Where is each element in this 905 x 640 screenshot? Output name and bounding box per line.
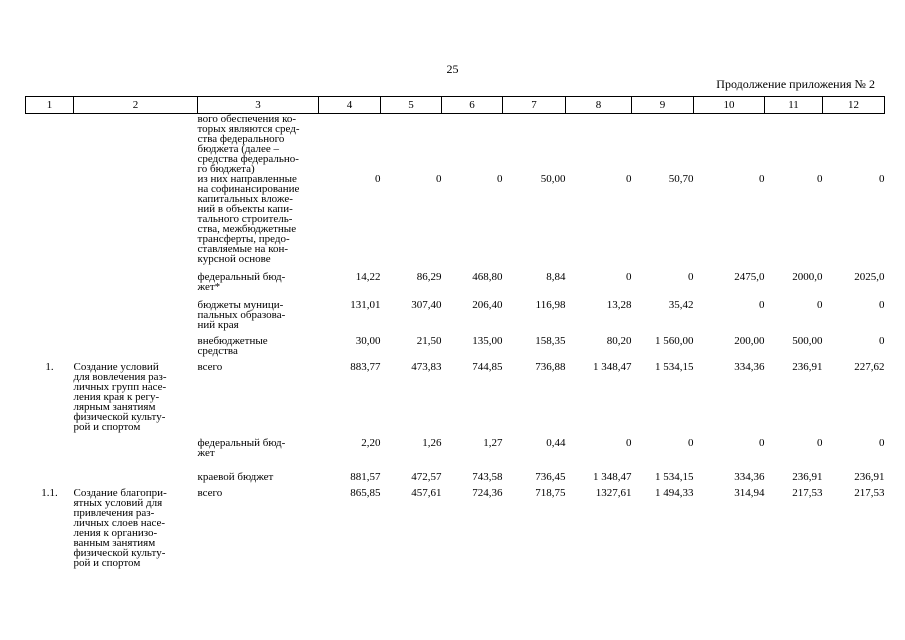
header-cell: 6 (442, 97, 503, 114)
value-cell-text: 718,75 (535, 487, 566, 499)
value-cell (823, 174, 885, 272)
value-cell-text: 883,77 (350, 361, 381, 373)
value-cell (319, 114, 381, 175)
value-cell (442, 272, 503, 300)
value-cell (566, 174, 632, 272)
value-cell-text: 1 348,47 (593, 471, 632, 483)
value-cell-text: 86,29 (416, 271, 442, 283)
value-cell (381, 438, 442, 472)
table-row (26, 488, 885, 568)
continuation-label: Продолжение приложения № 2 (716, 77, 875, 91)
table-row (26, 272, 885, 300)
value-cell (319, 272, 381, 300)
value-cell-text: 1,27 (483, 437, 503, 449)
value-cell (566, 488, 632, 568)
value-cell-text: 227,62 (854, 361, 885, 373)
value-cell-text: 1 560,00 (655, 335, 694, 347)
value-cell (442, 174, 503, 272)
value-cell (765, 272, 823, 300)
appendix-table (25, 96, 885, 568)
value-cell (765, 488, 823, 568)
value-cell-text: 0 (688, 271, 694, 283)
value-cell-text: 1 348,47 (593, 361, 632, 373)
funding-source-text: краевой бюджет (197, 471, 274, 483)
value-cell-text: 0 (436, 173, 442, 185)
value-cell (442, 362, 503, 438)
value-cell (442, 488, 503, 568)
value-cell (823, 336, 885, 362)
table-row (26, 336, 885, 362)
value-cell-text: 236,91 (854, 471, 885, 483)
value-cell (632, 438, 694, 472)
value-cell-text: 0 (688, 437, 694, 449)
row-name (74, 336, 198, 362)
value-cell (765, 174, 823, 272)
value-cell-text: 468,80 (472, 271, 503, 283)
value-cell (503, 362, 566, 438)
value-cell-text: 1327,61 (595, 487, 632, 499)
value-cell (566, 272, 632, 300)
value-cell-text: 0 (817, 173, 823, 185)
funding-source-text: федеральный бюд- жет (197, 437, 286, 459)
table-row (26, 472, 885, 488)
value-cell (823, 472, 885, 488)
value-cell (381, 272, 442, 300)
header-cell: 7 (503, 97, 566, 114)
header-cell: 12 (823, 97, 885, 114)
row-number (26, 272, 74, 300)
value-cell-text: 472,57 (411, 471, 442, 483)
value-cell (381, 114, 442, 175)
value-cell-text: 158,35 (535, 335, 566, 347)
table-body (26, 114, 885, 569)
row-number (26, 114, 74, 175)
funding-source (198, 488, 319, 568)
value-cell (503, 472, 566, 488)
value-cell (503, 300, 566, 336)
row-number (26, 472, 74, 488)
value-cell (694, 472, 765, 488)
value-cell-text: 21,50 (416, 335, 442, 347)
row-name (74, 362, 198, 438)
header-cell: 5 (381, 97, 442, 114)
value-cell-text: 881,57 (350, 471, 381, 483)
value-cell-text: 200,00 (734, 335, 765, 347)
value-cell (503, 488, 566, 568)
value-cell (319, 438, 381, 472)
table-row (26, 438, 885, 472)
funding-source (198, 174, 319, 272)
value-cell-text: 2475,0 (734, 271, 765, 283)
value-cell (765, 472, 823, 488)
value-cell (765, 336, 823, 362)
header-cell: 1 (26, 97, 74, 114)
value-cell (823, 438, 885, 472)
row-number (26, 438, 74, 472)
value-cell-text: 30,00 (355, 335, 381, 347)
value-cell (694, 336, 765, 362)
value-cell (319, 362, 381, 438)
value-cell-text: 135,00 (472, 335, 503, 347)
value-cell (442, 300, 503, 336)
value-cell-text: 457,61 (411, 487, 442, 499)
header-cell: 11 (765, 97, 823, 114)
value-cell-text: 500,00 (792, 335, 823, 347)
value-cell-text: 334,36 (734, 471, 765, 483)
value-cell-text: 116,98 (535, 299, 566, 311)
funding-source-text: внебюджетные средства (197, 335, 268, 357)
value-cell-text: 743,58 (472, 471, 503, 483)
value-cell-text: 314,94 (734, 487, 765, 499)
value-cell-text: 50,00 (540, 173, 566, 185)
value-cell (823, 272, 885, 300)
value-cell-text: 217,53 (854, 487, 885, 499)
value-cell (566, 472, 632, 488)
header-cell: 3 (198, 97, 319, 114)
value-cell (765, 300, 823, 336)
value-cell-text: 2,20 (361, 437, 381, 449)
value-cell (694, 488, 765, 568)
value-cell-text: 131,01 (350, 299, 381, 311)
row-name-text: Создание благопри- ятных условий для привлечения раз- личных слоев насе- ления к организо- ванным занятиям физической культу- рой и спортом (73, 487, 167, 569)
value-cell-text: 35,42 (668, 299, 694, 311)
value-cell (632, 300, 694, 336)
value-cell-text: 0,44 (546, 437, 566, 449)
funding-source (198, 362, 319, 438)
value-cell (823, 114, 885, 175)
value-cell (632, 472, 694, 488)
value-cell (765, 362, 823, 438)
value-cell-text: 736,88 (535, 361, 566, 373)
value-cell (503, 174, 566, 272)
row-name (74, 272, 198, 300)
funding-source-text: бюджеты муници- пальных образова- ний края (197, 299, 286, 331)
table-row (26, 362, 885, 438)
value-cell (632, 174, 694, 272)
row-name (74, 300, 198, 336)
row-name (74, 114, 198, 175)
value-cell-text: 0 (497, 173, 503, 185)
value-cell-text: 1 534,15 (655, 361, 694, 373)
funding-source (198, 336, 319, 362)
row-number (26, 174, 74, 272)
funding-source (198, 114, 319, 175)
value-cell-text: 473,83 (411, 361, 442, 373)
funding-source (198, 272, 319, 300)
value-cell-text: 1 494,33 (655, 487, 694, 499)
value-cell-text: 1 534,15 (655, 471, 694, 483)
value-cell-text: 206,40 (472, 299, 503, 311)
row-number (26, 300, 74, 336)
value-cell (823, 488, 885, 568)
value-cell-text: 0 (759, 299, 765, 311)
value-cell-text: 0 (879, 299, 885, 311)
value-cell (381, 488, 442, 568)
header-cell: 10 (694, 97, 765, 114)
value-cell (566, 300, 632, 336)
value-cell (632, 272, 694, 300)
value-cell (381, 336, 442, 362)
header-cell: 4 (319, 97, 381, 114)
funding-source (198, 300, 319, 336)
funding-source (198, 438, 319, 472)
value-cell (319, 174, 381, 272)
value-cell-text: 80,20 (606, 335, 632, 347)
value-cell (566, 362, 632, 438)
value-cell (381, 300, 442, 336)
value-cell-text: 0 (626, 271, 632, 283)
value-cell (632, 114, 694, 175)
value-cell (632, 362, 694, 438)
value-cell (442, 336, 503, 362)
value-cell (381, 472, 442, 488)
value-cell-text: 236,91 (792, 471, 823, 483)
value-cell (694, 438, 765, 472)
funding-source-text: федеральный бюд- жет* (197, 271, 286, 293)
value-cell-text: 8,84 (546, 271, 566, 283)
header-cell: 9 (632, 97, 694, 114)
table-row (26, 300, 885, 336)
value-cell-text: 0 (375, 173, 381, 185)
value-cell (566, 336, 632, 362)
value-cell-text: 0 (817, 437, 823, 449)
row-name-text: Создание условий для вовлечения раз- личных групп насе- ления края к регу- лярным занятиям физической культу- рой и спортом (73, 361, 167, 433)
value-cell-text: 334,36 (734, 361, 765, 373)
value-cell (319, 488, 381, 568)
table-row (26, 114, 885, 175)
value-cell (823, 362, 885, 438)
value-cell-text: 0 (759, 173, 765, 185)
value-cell-text: 0 (817, 299, 823, 311)
value-cell (503, 114, 566, 175)
funding-source-text: всего (197, 487, 223, 499)
value-cell-text: 2025,0 (854, 271, 885, 283)
value-cell-text: 50,70 (668, 173, 694, 185)
value-cell (765, 114, 823, 175)
value-cell (319, 472, 381, 488)
header-row (26, 97, 885, 114)
value-cell (694, 174, 765, 272)
value-cell (442, 438, 503, 472)
row-name (74, 438, 198, 472)
value-cell-text: 736,45 (535, 471, 566, 483)
value-cell (632, 336, 694, 362)
value-cell-text: 0 (626, 437, 632, 449)
value-cell-text: 744,85 (472, 361, 503, 373)
value-cell (503, 438, 566, 472)
value-cell (503, 336, 566, 362)
row-number-text: 1. (45, 361, 54, 373)
funding-source-text: из них направленные на софинансирование капитальных вложе- ний в объекты капи- тального строитель- ства, межбюджетные трансферты, предо- ставляемые на кон- курсной основе (197, 173, 300, 265)
row-number (26, 362, 74, 438)
value-cell (442, 114, 503, 175)
table-row (26, 174, 885, 272)
value-cell-text: 0 (879, 173, 885, 185)
value-cell (694, 300, 765, 336)
value-cell-text: 0 (879, 437, 885, 449)
value-cell-text: 724,36 (472, 487, 503, 499)
value-cell (319, 300, 381, 336)
row-name (74, 488, 198, 568)
row-number (26, 336, 74, 362)
value-cell (442, 472, 503, 488)
funding-source-text: вого обеспечения ко- торых являются сред- ства федерального бюджета (далее – средства федерально- го бюджета) (197, 113, 300, 175)
page-number: 25 (446, 62, 459, 76)
value-cell (632, 488, 694, 568)
value-cell (566, 438, 632, 472)
value-cell-text: 1,26 (422, 437, 442, 449)
row-number-text: 1.1. (41, 487, 58, 499)
value-cell (694, 272, 765, 300)
value-cell (381, 174, 442, 272)
funding-source (198, 472, 319, 488)
header-cell: 2 (74, 97, 198, 114)
value-cell (694, 362, 765, 438)
value-cell-text: 0 (759, 437, 765, 449)
row-name (74, 472, 198, 488)
value-cell-text: 2000,0 (792, 271, 823, 283)
value-cell-text: 0 (879, 335, 885, 347)
row-name (74, 174, 198, 272)
funding-source-text: всего (197, 361, 223, 373)
value-cell (319, 336, 381, 362)
value-cell-text: 0 (626, 173, 632, 185)
value-cell-text: 236,91 (792, 361, 823, 373)
value-cell-text: 217,53 (792, 487, 823, 499)
value-cell (381, 362, 442, 438)
value-cell (765, 438, 823, 472)
value-cell (503, 272, 566, 300)
value-cell-text: 14,22 (355, 271, 381, 283)
header-cell: 8 (566, 97, 632, 114)
value-cell (694, 114, 765, 175)
value-cell (566, 114, 632, 175)
value-cell-text: 307,40 (411, 299, 442, 311)
value-cell (823, 300, 885, 336)
value-cell-text: 865,85 (350, 487, 381, 499)
value-cell-text: 13,28 (606, 299, 632, 311)
row-number (26, 488, 74, 568)
